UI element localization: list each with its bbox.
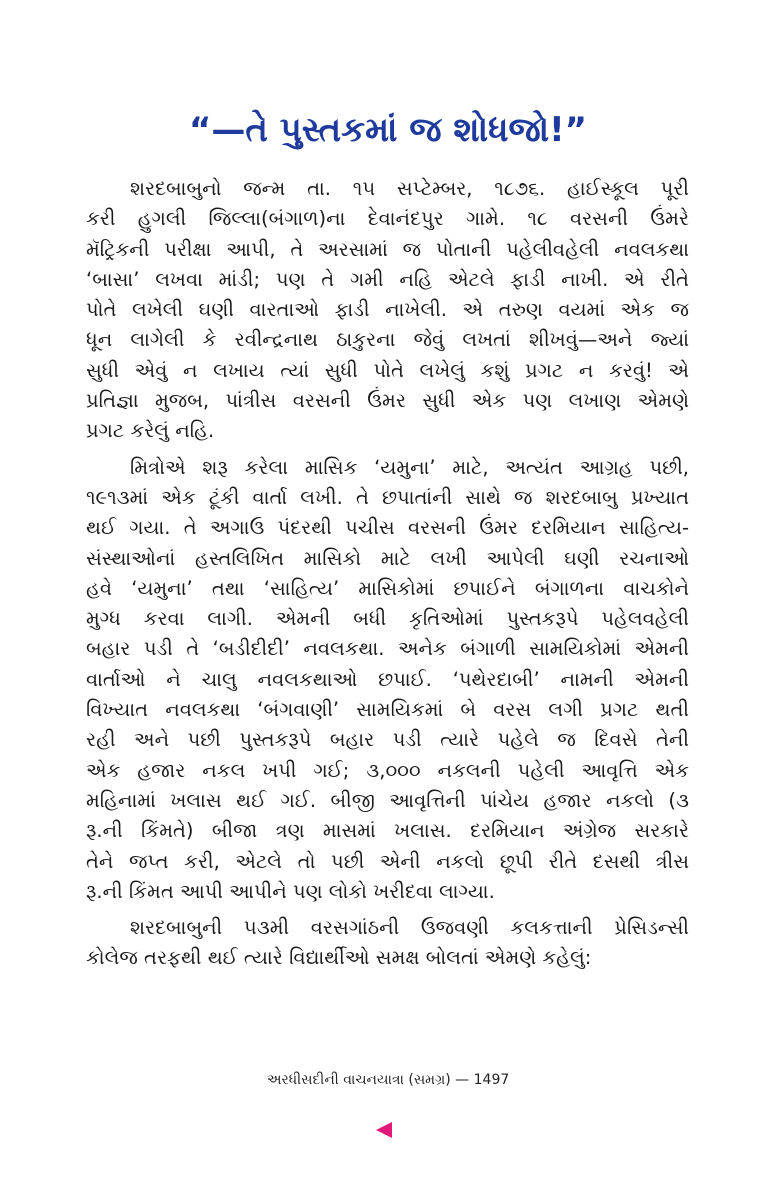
text-line: રૂ.ની કિંમતે) બીજા ત્રણ માસમાં ખલાસ. દરમિયાન અંગ્રેજ સરકારે — [86, 819, 689, 843]
text-line: હવે ‘યમુના’ તથા ‘સાહિત્ય’ માસિકોમાં છપાઈને બંગાળના વાચકોને — [86, 576, 689, 600]
paragraph — [86, 174, 689, 447]
text-line: મહિનામાં ખલાસ થઈ ગઈ. બીજી આવૃત્તિની પાંચેય હજાર નકલો (૩ — [86, 788, 689, 812]
text-line: મિત્રોએ શરૂ કરેલા માસિક ‘યમુના’ માટે, અત્યંત આગ્રહ પછી, — [130, 455, 689, 479]
paragraph — [86, 453, 689, 907]
text-line: મૅટ્રિકની પરીક્ષા આપી, તે અરસામાં જ પોતાની પહેલીવહેલી નવલકથા — [86, 237, 689, 261]
text-line: રહી અને પછી પુસ્તકરૂપે બહાર પડી ત્યારે પહેલે જ દિવસે તેની — [86, 728, 689, 752]
triangle-left-icon[interactable] — [376, 1122, 392, 1138]
text-line: કરી હુગલી જિલ્લા(બંગાળ)ના દેવાનંદપુર ગામે. ૧૮ વરસની ઉંમરે — [86, 207, 689, 231]
text-line: પ્રગટ કરેલું નહિ. — [86, 419, 215, 443]
text-line: પોતે લખેલી ઘણી વારતાઓ ફાડી નાખેલી. એ તરુણ વયમાં એક જ — [86, 298, 689, 322]
text-line: રૂ.ની કિંમત આપી આપીને પણ લોકો ખરીદવા લાગ્યા. — [86, 879, 495, 903]
text-line: સુધી એવું ન લખાય ત્યાં સુધી પોતે લખેલું કશું પ્રગટ ન કરવું! એ — [86, 358, 689, 382]
text-line: મુગ્ધ કરવા લાગી. એમની બધી કૃતિઓમાં પુસ્તકરૂપે પહેલવહેલી — [86, 607, 689, 631]
text-line: ‘બાસા’ લખવા માંડી; પણ તે ગમી નહિ એટલે ફાડી નાખી. એ રીતે — [86, 267, 689, 291]
text-line: ૧૯૧૩માં એક ટૂંકી વાર્તા લખી. તે છપાતાંની સાથે જ શરદબાબુ પ્રખ્યાત — [86, 485, 689, 509]
article-body — [86, 174, 689, 974]
text-line: શરદબાબુની ૫૩મી વરસગાંઠની ઉજવણી કલકત્તાની પ્રેસિડન્સી — [130, 916, 689, 940]
text-line: એક હજાર નકલ ખપી ગઈ; ૩,૦૦૦ નકલની પહેલી આવૃત્તિ એક — [86, 758, 689, 782]
text-line: વાર્તાઓ ને ચાલુ નવલકથાઓ છપાઈ. ‘પથેરદાબી’ નામની એમની — [86, 667, 689, 691]
text-line: પ્રતિજ્ઞા મુજબ, પાંત્રીસ વરસની ઉંમર સુધી એક પણ લખાણ એમણે — [86, 389, 689, 413]
text-line: ધૂન લાગેલી કે રવીન્દ્રનાથ ઠાકુરના જેવું લખતાં શીખવું—અને જ્યાં — [86, 328, 689, 352]
text-line: સંસ્થાઓનાં હસ્તલિખિત માસિકો માટે લખી આપેલી ઘણી રચનાઓ — [86, 546, 689, 570]
text-line: તેને જપ્ત કરી, એટલે તો પછી એની નકલો છૂપી રીતે દસથી ત્રીસ — [86, 849, 689, 873]
text-line: કોલેજ તરફથી થઈ ત્યારે વિદ્યાર્થીઓ સમક્ષ બોલતાં એમણે કહેલું: — [86, 946, 592, 970]
text-line: બહાર પડી તે ‘બડીદીદી’ નવલકથા. અનેક બંગાળી સામયિકોમાં એમની — [86, 637, 689, 661]
page-title: “—તે પુસ્તકમાં જ શોધજો!” — [189, 110, 587, 150]
text-line: વિખ્યાત નવલકથા ‘બંગવાણી’ સામયિકમાં બે વરસ લગી પ્રગટ થતી — [86, 698, 689, 722]
paragraph — [86, 913, 689, 974]
text-line: થઈ ગયા. તે અગાઉ પંદરથી પચીસ વરસની ઉંમર દરમિયાન સાહિત્ય- — [86, 516, 689, 540]
page-footer: અરધીસદીની વાચનયાત્રા (સમગ્ર) — 1497 — [266, 1072, 510, 1088]
text-line: શરદબાબુનો જન્મ તા. ૧૫ સપ્ટેમ્બર, ૧૮૭૬. હાઈસ્કૂલ પૂરી — [130, 177, 689, 200]
